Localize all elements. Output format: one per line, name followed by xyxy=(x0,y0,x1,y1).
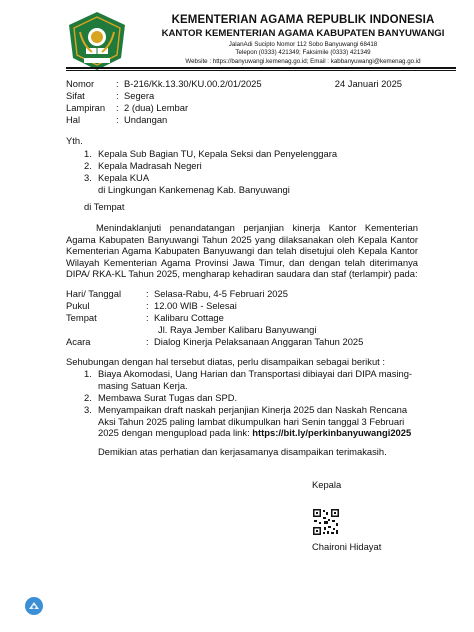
yth-label: Yth. xyxy=(66,135,83,146)
letterhead-rule-thin xyxy=(66,70,456,71)
document-badge-icon xyxy=(24,596,44,616)
nomor-value: B-216/Kk.13.30/KU.00.2/01/2025 xyxy=(124,78,262,89)
colon: : xyxy=(116,78,119,89)
lampiran-value: 2 (dua) Lembar xyxy=(124,102,189,113)
agenda-label: Acara xyxy=(66,336,91,347)
body-paragraph-text: Menindaklanjuti penandatangan perjanjian kinerja Kantor Kementerian Agama Kabupaten Banyuwangi Tahun 2025 yang dilaksanakan oleh Kepala Kantor Kementerian Agama Kabupaten Banyuwangi dan telah disetujui oleh Kepala Kantor Wilayah Kementerian Agama Provinsi Jawa Timur, dan dengan telah diterimanya DIPA/ RKA-KL Tahun 2025, mengharap kehadiran saudara dan staf (terlampir) pada: xyxy=(66,222,418,279)
place-address: Jl. Raya Jember Kalibaru Banyuwangi xyxy=(158,324,317,335)
nomor-label: Nomor xyxy=(66,78,95,89)
recipient-item: Kepala Madrasah Negeri xyxy=(98,160,202,171)
colon: : xyxy=(146,300,149,311)
recipient-number: 3. xyxy=(84,172,92,183)
note-item: Membawa Surat Tugas dan SPD. xyxy=(98,392,238,403)
hal-value: Undangan xyxy=(124,114,168,125)
note-line-text: 2025 dengan mengupload pada link: xyxy=(98,427,253,438)
recipient-item: Kepala KUA xyxy=(98,172,150,183)
closing-text: Demikian atas perhatian dan kerjasamanya disampaikan terimakasih. xyxy=(98,446,387,457)
upload-link[interactable]: https://bit.ly/perkinbanyuwangi2025 xyxy=(252,427,412,438)
sifat-value: Segera xyxy=(124,90,155,101)
day-label: Hari/ Tanggal xyxy=(66,288,122,299)
note-line: Biaya Akomodasi, Uang Harian dan Transportasi dibiayai dari DIPA masing- xyxy=(98,368,413,379)
place-value: Kalibaru Cottage xyxy=(154,312,224,323)
time-label: Pukul xyxy=(66,300,90,311)
colon: : xyxy=(146,312,149,323)
agenda-value: Dialog Kinerja Pelaksanaan Anggaran Tahun 2025 xyxy=(154,336,364,347)
signer-position: Kepala xyxy=(312,479,342,490)
kemenag-logo xyxy=(66,10,128,72)
signer-name: Chaironi Hidayat xyxy=(312,541,382,552)
note-number: 3. xyxy=(84,404,92,415)
colon: : xyxy=(116,114,119,125)
note-line: masing Satuan Kerja. xyxy=(98,379,188,391)
recipient-item: Kepala Sub Bagian TU, Kepala Seksi dan Penyelenggara xyxy=(98,148,338,159)
office-phone: Telepon (0333) 421349; Faksimile (0333) 421349 xyxy=(235,49,371,57)
note-number: 1. xyxy=(84,368,92,379)
signature-qr-code xyxy=(312,508,340,536)
note-line: Aksi Tahun 2025 paling lambat dikumpulkan hari Senin tanggal 3 Februari xyxy=(98,415,405,427)
office-address: JalanAdi Sucipto Nomor 112 Sobo Banyuwangi 68418 xyxy=(228,41,378,48)
sifat-label: Sifat xyxy=(66,90,85,101)
office-contact xyxy=(148,41,458,66)
body-paragraph xyxy=(66,222,418,280)
note-item xyxy=(98,368,418,391)
note-number: 2. xyxy=(84,392,92,403)
lampiran-label: Lampiran xyxy=(66,102,106,113)
colon: : xyxy=(116,102,119,113)
hal-label: Hal xyxy=(66,114,81,125)
note-line xyxy=(98,427,418,439)
recipient-number: 1. xyxy=(84,148,92,159)
notes-intro: Sehubungan dengan hal tersebut diatas, perlu disampaikan sebagai berikut : xyxy=(66,356,385,367)
recipient-place: di Tempat xyxy=(84,201,125,212)
place-label: Tempat xyxy=(66,312,97,323)
recipient-number: 2. xyxy=(84,160,92,171)
colon: : xyxy=(146,288,149,299)
time-value: 12.00 WIB - Selesai xyxy=(154,300,237,311)
letter-date: 24 Januari 2025 xyxy=(334,78,402,89)
colon: : xyxy=(146,336,149,347)
ministry-title: KEMENTERIAN AGAMA REPUBLIK INDONESIA xyxy=(171,14,435,26)
note-line: Menyampaikan draft naskah perjanjian Kinerja 2025 dan Naskah Rencana xyxy=(98,404,408,415)
day-value: Selasa-Rabu, 4-5 Februari 2025 xyxy=(154,288,288,299)
colon: : xyxy=(116,90,119,101)
office-web: Website : https://banyuwangi.kemenag.go.id; Email : kabbanyuwangi@kemenag.go.id xyxy=(185,57,421,65)
recipient-location: di Lingkungan Kankemenag Kab. Banyuwangi xyxy=(98,184,290,195)
office-subtitle: KANTOR KEMENTERIAN AGAMA KABUPATEN BANYUWANGI xyxy=(161,28,445,39)
letterhead-rule-thick xyxy=(66,67,456,69)
note-item xyxy=(98,404,418,439)
